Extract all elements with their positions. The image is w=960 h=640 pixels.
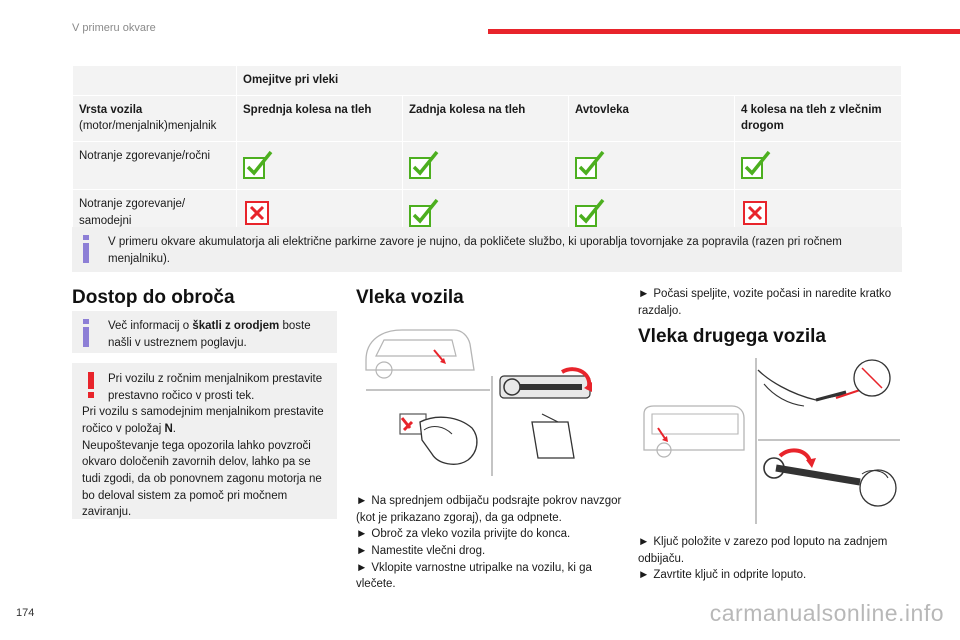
info-icon (80, 319, 92, 347)
watermark-text: carmanualsonline.info (709, 600, 944, 626)
page-number: 174 (16, 607, 35, 619)
column-header: Avtovleka (569, 95, 735, 141)
warning-line-automatic (82, 404, 327, 437)
check-icon (243, 150, 273, 180)
arrow-icon: ► (356, 495, 368, 507)
warning-line-consequence: Neupoštevanje tega opozorila lahko povzroči okvaro določenih zavornih delov, lahko pa se tudi zgodi, da ob ponovnem zagonu motorja ne bo deloval sistem za pomoč pri močnem zaviranju. (82, 439, 322, 519)
table-group-header-row (73, 66, 902, 96)
cross-icon (741, 198, 771, 228)
vehicle-type-header (73, 95, 237, 141)
column-header: Sprednja kolesa na tleh (237, 95, 403, 141)
towing-other-step-text: Zavrtite ključ in odprite loputo. (653, 569, 807, 582)
towing-step (356, 526, 626, 543)
front-tow-ring-illustration (362, 318, 610, 478)
table-group-header: Omejitve pri vleki (237, 66, 902, 96)
towing-restrictions-table (72, 65, 902, 236)
towing-other-steps (638, 534, 900, 584)
header-accent-bar (488, 29, 960, 34)
toolbox-note-bold: škatli z orodjem (192, 320, 280, 332)
warning-line-automatic-pre: Pri vozilu s samodejnim menjalnikom prestavite ročico v položaj (82, 406, 324, 436)
section-title-rim-access: Dostop do obroča (72, 287, 235, 308)
towing-step-text: Na sprednjem odbijaču podsrajte pokrov navzgor (kot je prikazano zgoraj), da ga odpnete. (356, 495, 622, 524)
arrow-icon: ► (638, 569, 650, 582)
towing-step (356, 543, 626, 560)
info-icon (80, 235, 92, 263)
vehicle-type-label: Vrsta vozila (79, 103, 143, 116)
row-label: Notranje zgorevanje/ročni (73, 142, 237, 190)
section-title-towing-other: Vleka drugega vozila (638, 326, 826, 347)
towing-steps (356, 493, 626, 593)
table-cell (403, 142, 569, 190)
check-icon (575, 150, 605, 180)
towing-step-continued (638, 286, 900, 319)
toolbox-note-post: boste našli v ustreznem poglavju. (108, 320, 311, 349)
table-cell (237, 142, 403, 190)
table-row (73, 142, 902, 190)
table-cell (569, 142, 735, 190)
table-corner-cell (73, 66, 237, 96)
check-icon (575, 198, 605, 228)
towing-step-text: Obroč za vleko vozila privijte do konca. (371, 528, 571, 541)
warning-line-automatic-bold: N (164, 423, 173, 436)
arrow-icon: ► (356, 545, 368, 558)
towing-step (356, 560, 626, 593)
towing-step-text: Vklopite varnostne utripalke na vozilu, ki ga vlečete. (356, 561, 592, 591)
info-note-toolbox (72, 311, 337, 353)
table-header-row (73, 95, 902, 141)
arrow-icon: ► (356, 561, 368, 574)
arrow-icon: ► (638, 536, 650, 548)
row-label: Notranje zgorevanje/ samodejni (73, 190, 237, 236)
section-title-towing: Vleka vozila (356, 287, 464, 308)
info-note-text: V primeru okvare akumulatorja ali električne parkirne zavore je nujno, da pokličete službo, ki uporablja tovornjake za popravila (razen pri ročnem menjalniku). (108, 236, 842, 265)
column-header: Zadnja kolesa na tleh (403, 95, 569, 141)
cross-icon (243, 198, 273, 228)
column-header: 4 kolesa na tleh z vlečnim drogom (735, 95, 902, 141)
warning-line-automatic-post: . (172, 423, 176, 436)
table-cell (735, 142, 902, 190)
check-icon (741, 150, 771, 180)
towing-step (356, 493, 626, 526)
check-icon (409, 150, 439, 180)
towing-other-step (638, 567, 900, 584)
running-header: V primeru okvare (72, 22, 156, 34)
toolbox-note-pre: Več informacij o (108, 320, 193, 332)
check-icon (409, 198, 439, 228)
towing-step-text: Namestite vlečni drog. (371, 545, 486, 558)
arrow-icon: ► (356, 528, 368, 541)
towing-other-step-text: Ključ položite v zarezo pod loputo na zadnjem odbijaču. (638, 536, 888, 565)
warning-note-gear (72, 363, 337, 519)
rear-tow-hatch-illustration (640, 356, 902, 526)
vehicle-type-sub: (motor/menjalnik)menjalnik (79, 120, 217, 133)
warning-line-manual: Pri vozilu z ročnim menjalnikom prestavite prestavno ročico v prosti tek. (108, 373, 323, 402)
towing-other-step (638, 534, 900, 567)
warning-icon (86, 372, 96, 398)
info-note-wide (72, 227, 902, 272)
towing-step-text: Počasi speljite, vozite počasi in naredite kratko razdaljo. (638, 288, 892, 317)
arrow-icon: ► (638, 288, 650, 300)
